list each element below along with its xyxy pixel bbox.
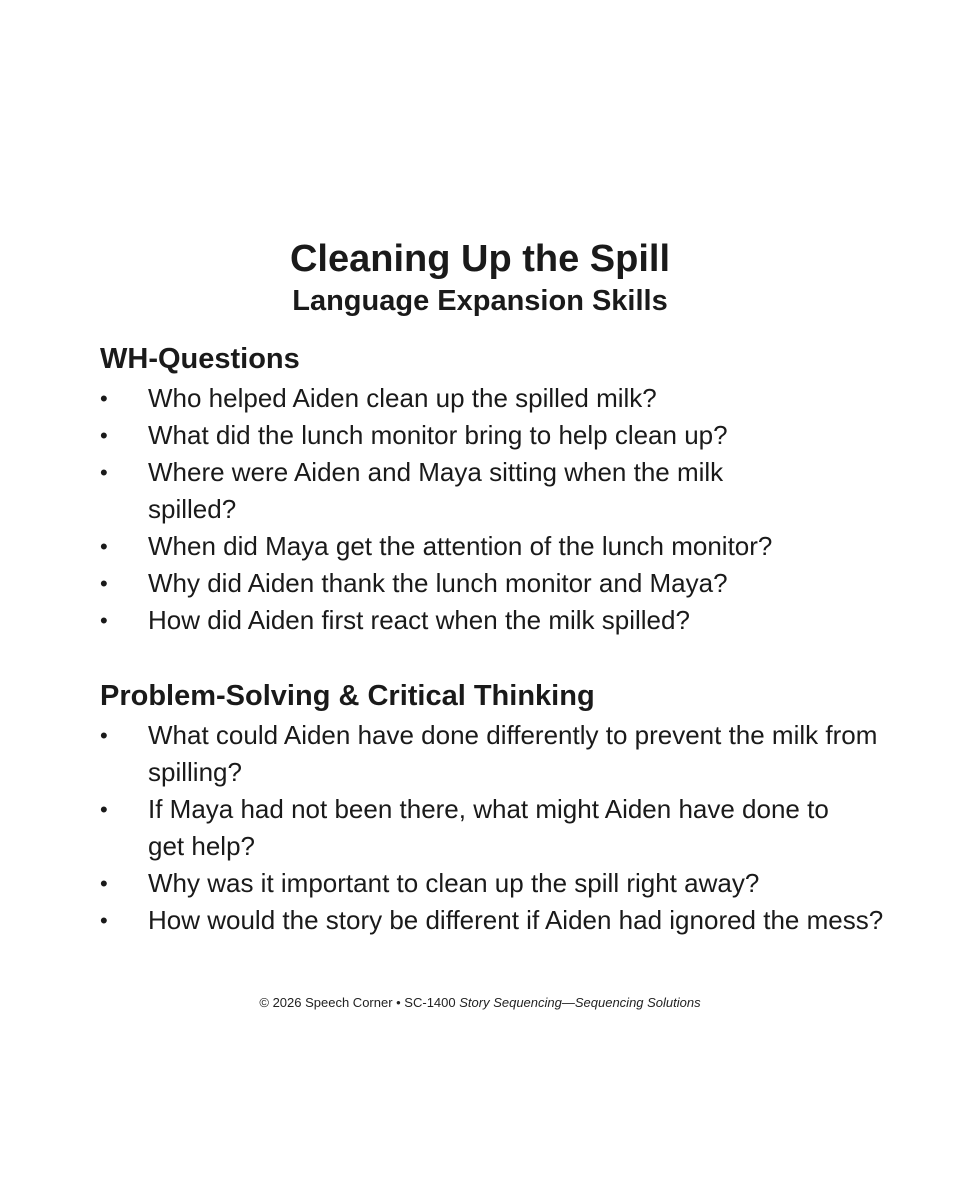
problem-solving-section bbox=[100, 675, 884, 939]
bullet-icon: • bbox=[100, 534, 108, 559]
bullet-icon: • bbox=[100, 460, 108, 485]
list-item bbox=[100, 865, 880, 902]
bullet-icon: • bbox=[100, 908, 108, 933]
footer-product-title: Story Sequencing—Sequencing Solutions bbox=[459, 995, 701, 1010]
footer-copyright: © 2026 Speech Corner • SC-1400 bbox=[259, 995, 460, 1010]
page-title: Cleaning Up the Spill bbox=[289, 238, 671, 280]
bullet-icon: • bbox=[100, 797, 108, 822]
question-text: Who helped Aiden clean up the spilled milk? bbox=[148, 383, 657, 413]
section-heading: Problem-Solving & Critical Thinking bbox=[100, 680, 595, 712]
question-list bbox=[100, 380, 880, 639]
question-text: How did Aiden first react when the milk spilled? bbox=[148, 605, 690, 635]
bullet-icon: • bbox=[100, 386, 108, 411]
question-text: What could Aiden have done differently to prevent the milk from spilling? bbox=[148, 720, 878, 787]
wh-questions-section bbox=[100, 338, 880, 639]
question-text: Where were Aiden and Maya sitting when the milk spilled? bbox=[148, 457, 724, 524]
list-item bbox=[100, 717, 888, 791]
list-item bbox=[100, 528, 880, 565]
question-text: What did the lunch monitor bring to help clean up? bbox=[148, 420, 728, 450]
list-item bbox=[100, 602, 880, 639]
question-text: Why did Aiden thank the lunch monitor and Maya? bbox=[148, 568, 728, 598]
list-item bbox=[100, 565, 880, 602]
bullet-icon: • bbox=[100, 871, 108, 896]
page-footer bbox=[0, 994, 960, 1012]
list-item bbox=[100, 417, 880, 454]
list-item bbox=[100, 902, 888, 939]
list-item bbox=[100, 454, 788, 528]
question-text: How would the story be different if Aiden had ignored the mess? bbox=[148, 905, 884, 935]
question-list bbox=[100, 717, 884, 939]
bullet-icon: • bbox=[100, 608, 108, 633]
list-item bbox=[100, 380, 748, 417]
list-item bbox=[100, 791, 848, 865]
question-text: If Maya had not been there, what might Aiden have done to get help? bbox=[148, 794, 829, 861]
question-text: When did Maya get the attention of the lunch monitor? bbox=[148, 531, 773, 561]
section-heading: WH-Questions bbox=[100, 343, 300, 375]
bullet-icon: • bbox=[100, 423, 108, 448]
question-text: Why was it important to clean up the spill right away? bbox=[148, 868, 760, 898]
page-subtitle: Language Expansion Skills bbox=[292, 285, 668, 317]
bullet-icon: • bbox=[100, 723, 108, 748]
bullet-icon: • bbox=[100, 571, 108, 596]
